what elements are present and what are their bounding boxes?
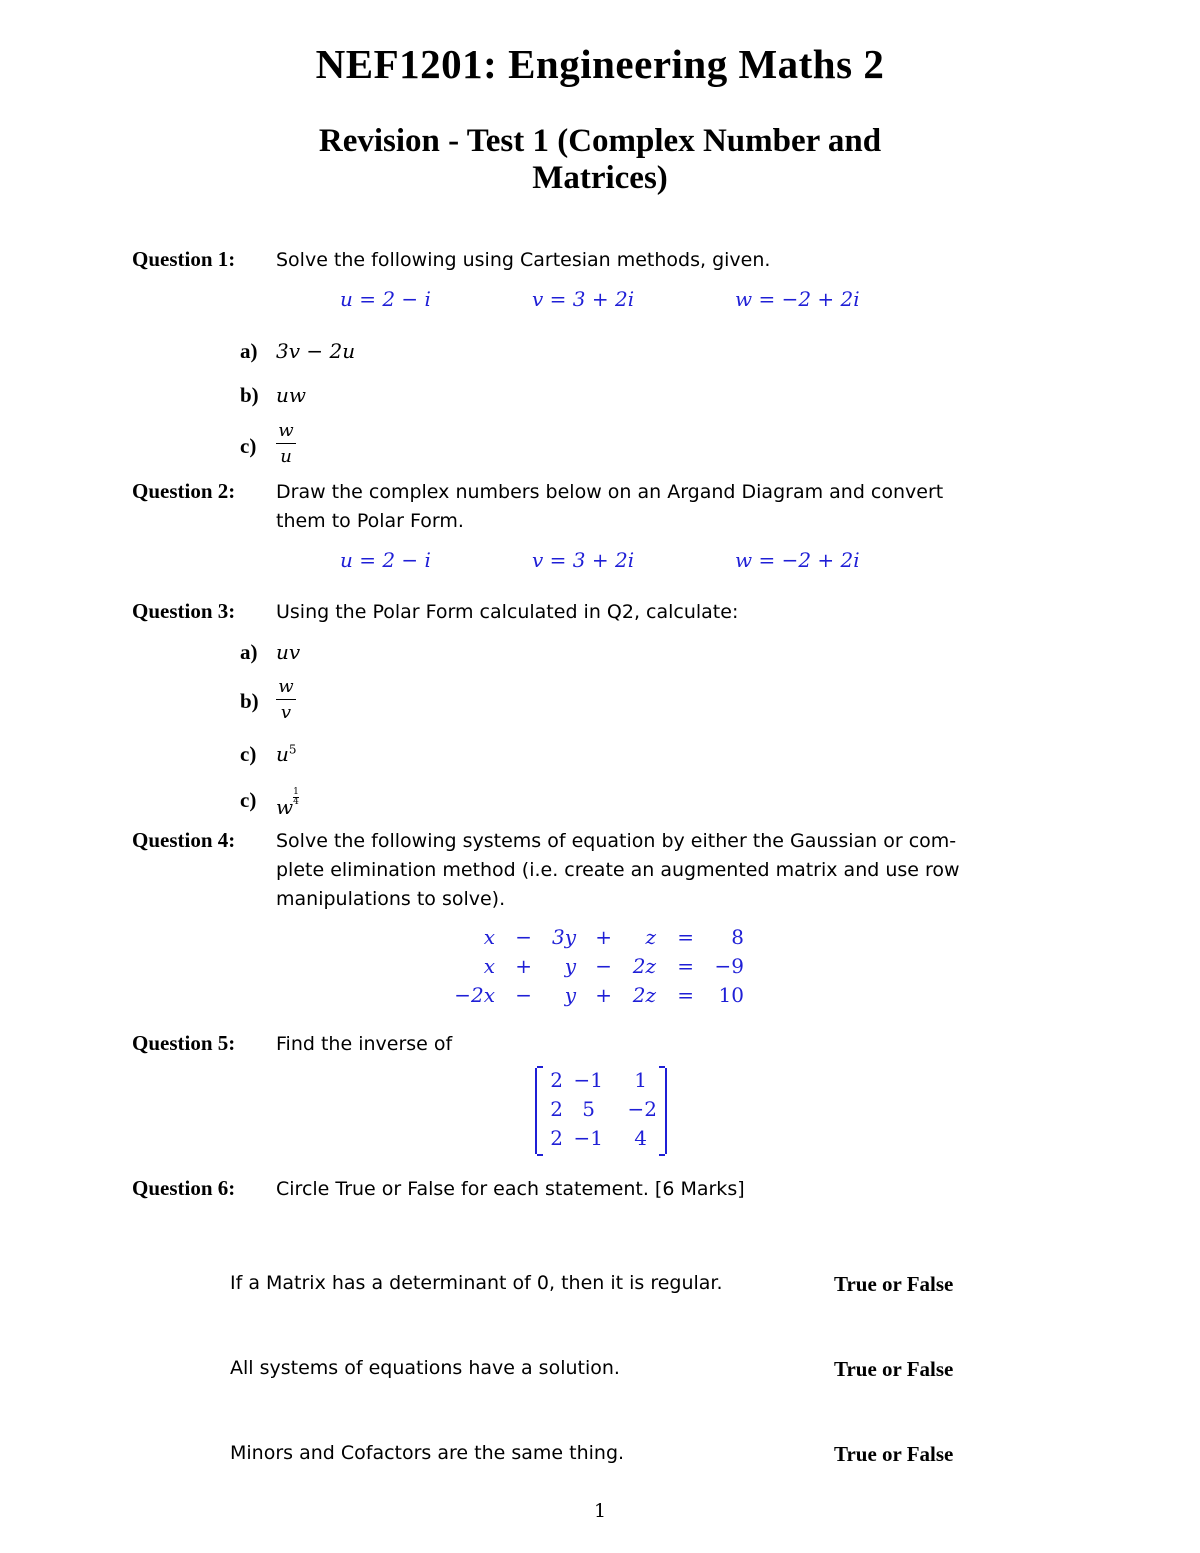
question-3-label: Question 3: [132,599,236,623]
q3-item-c-label: c) [240,742,257,766]
page-title: NEF1201: Engineering Maths 2 [315,41,885,87]
question-6-text: Circle True or False for each statement. [6 Marks] [276,1178,745,1200]
q3-item-d-label: c) [240,788,257,812]
given-v: v = 3 + 2i [532,287,635,311]
matrix-cell: 2 [550,1097,563,1121]
equation-row-1 [0,925,1200,953]
q1-item-a-expr: 3v − 2u [276,339,356,363]
eq-term: y [564,983,576,1007]
matrix-cell: 1 [634,1068,647,1092]
subtitle-line-2: Matrices) [532,160,668,196]
question-4-text-line-3: manipulations to solve). [276,888,506,910]
subtitle-line-1: Revision - Test 1 (Complex Number and [318,123,882,159]
eq-operator: + [595,925,612,949]
matrix-cell: 2 [550,1068,563,1092]
eq-term: −2x [454,983,495,1007]
question-4-text-line-1: Solve the following systems of equation by either the Gaussian or com- [276,830,957,852]
eq-equals: = [677,925,694,949]
fraction-numerator: w [278,420,294,441]
eq-term: 2z [632,954,656,978]
matrix-cell: 4 [634,1126,647,1150]
statement-3: Minors and Cofactors are the same thing. [230,1442,625,1464]
eq-equals: = [677,954,694,978]
eq-term: x [483,954,495,978]
q1-item-b-label: b) [240,383,259,407]
given-w: w = −2 + 2i [735,287,860,311]
question-2-label: Question 2: [132,479,236,503]
question-4-text [276,827,986,914]
eq-term: 3y [551,925,576,949]
eq-equals: = [677,983,694,1007]
q1-item-a-label: a) [240,339,258,363]
given-u: u = 2 − i [340,287,431,311]
q3-item-a-label: a) [240,640,258,664]
question-2-text-line-2: them to Polar Form. [276,510,464,532]
question-4-text-line-2: plete elimination method (i.e. create an augmented matrix and use row [276,859,960,881]
matrix-cell: −2 [627,1097,657,1121]
statement-1: If a Matrix has a determinant of 0, then it is regular. [230,1272,723,1294]
question-1-text: Solve the following using Cartesian methods, given. [276,249,771,271]
q2-w: w = −2 + 2i [735,548,860,572]
q3-item-b-fraction [276,676,296,723]
equation-row-3 [0,983,1200,1011]
page-subtitle [300,123,900,197]
fraction-denominator: u [280,446,292,467]
power-base: u [276,742,289,766]
eq-constant: 8 [731,925,744,949]
fraction-denominator: v [280,702,292,723]
fraction-bar [276,699,296,700]
eq-operator: − [515,925,532,949]
true-or-false-3[interactable]: True or False [834,1442,954,1466]
eq-term: x [483,925,495,949]
eq-term: 2z [632,983,656,1007]
question-5-label: Question 5: [132,1031,236,1055]
question-1-label: Question 1: [132,247,236,271]
page-number: 1 [593,1500,607,1522]
question-4-label: Question 4: [132,828,236,852]
eq-operator: − [595,954,612,978]
eq-constant: −9 [714,954,744,978]
q1-item-c-fraction [276,420,296,467]
eq-operator: − [515,983,532,1007]
question-6-label: Question 6: [132,1176,236,1200]
eq-term: y [564,954,576,978]
equation-row-2 [0,954,1200,982]
question-3-text: Using the Polar Form calculated in Q2, calculate: [276,601,739,623]
question-2-text [276,478,986,536]
matrix-cell: −1 [573,1126,603,1150]
true-or-false-2[interactable]: True or False [834,1357,954,1381]
matrix-cell: 5 [582,1097,595,1121]
power-exponent: 5 [288,742,297,757]
eq-operator: + [595,983,612,1007]
q2-u: u = 2 − i [340,548,431,572]
q1-item-b-expr: uw [276,383,306,407]
matrix [535,1068,667,1154]
power-base: w [276,795,294,819]
true-or-false-1[interactable]: True or False [834,1272,954,1296]
q3-item-c-power [276,742,297,766]
q3-item-b-label: b) [240,689,259,713]
q3-item-a-expr: uv [276,640,301,664]
q3-item-d-power [276,788,299,819]
matrix-cell: −1 [573,1068,603,1092]
eq-operator: + [515,954,532,978]
eq-term: z [645,925,656,949]
statement-2: All systems of equations have a solution. [230,1357,620,1379]
question-5-text: Find the inverse of [276,1033,453,1055]
question-2-text-line-1: Draw the complex numbers below on an Argand Diagram and convert [276,481,944,503]
fractional-exponent: $\frac{1}{4}$ [293,787,299,807]
fraction-numerator: w [278,676,294,697]
fraction-bar [276,443,296,444]
eq-constant: 10 [718,983,744,1007]
matrix-cell: 2 [550,1126,563,1150]
q2-v: v = 3 + 2i [532,548,635,572]
q1-item-c-label: c) [240,434,257,458]
